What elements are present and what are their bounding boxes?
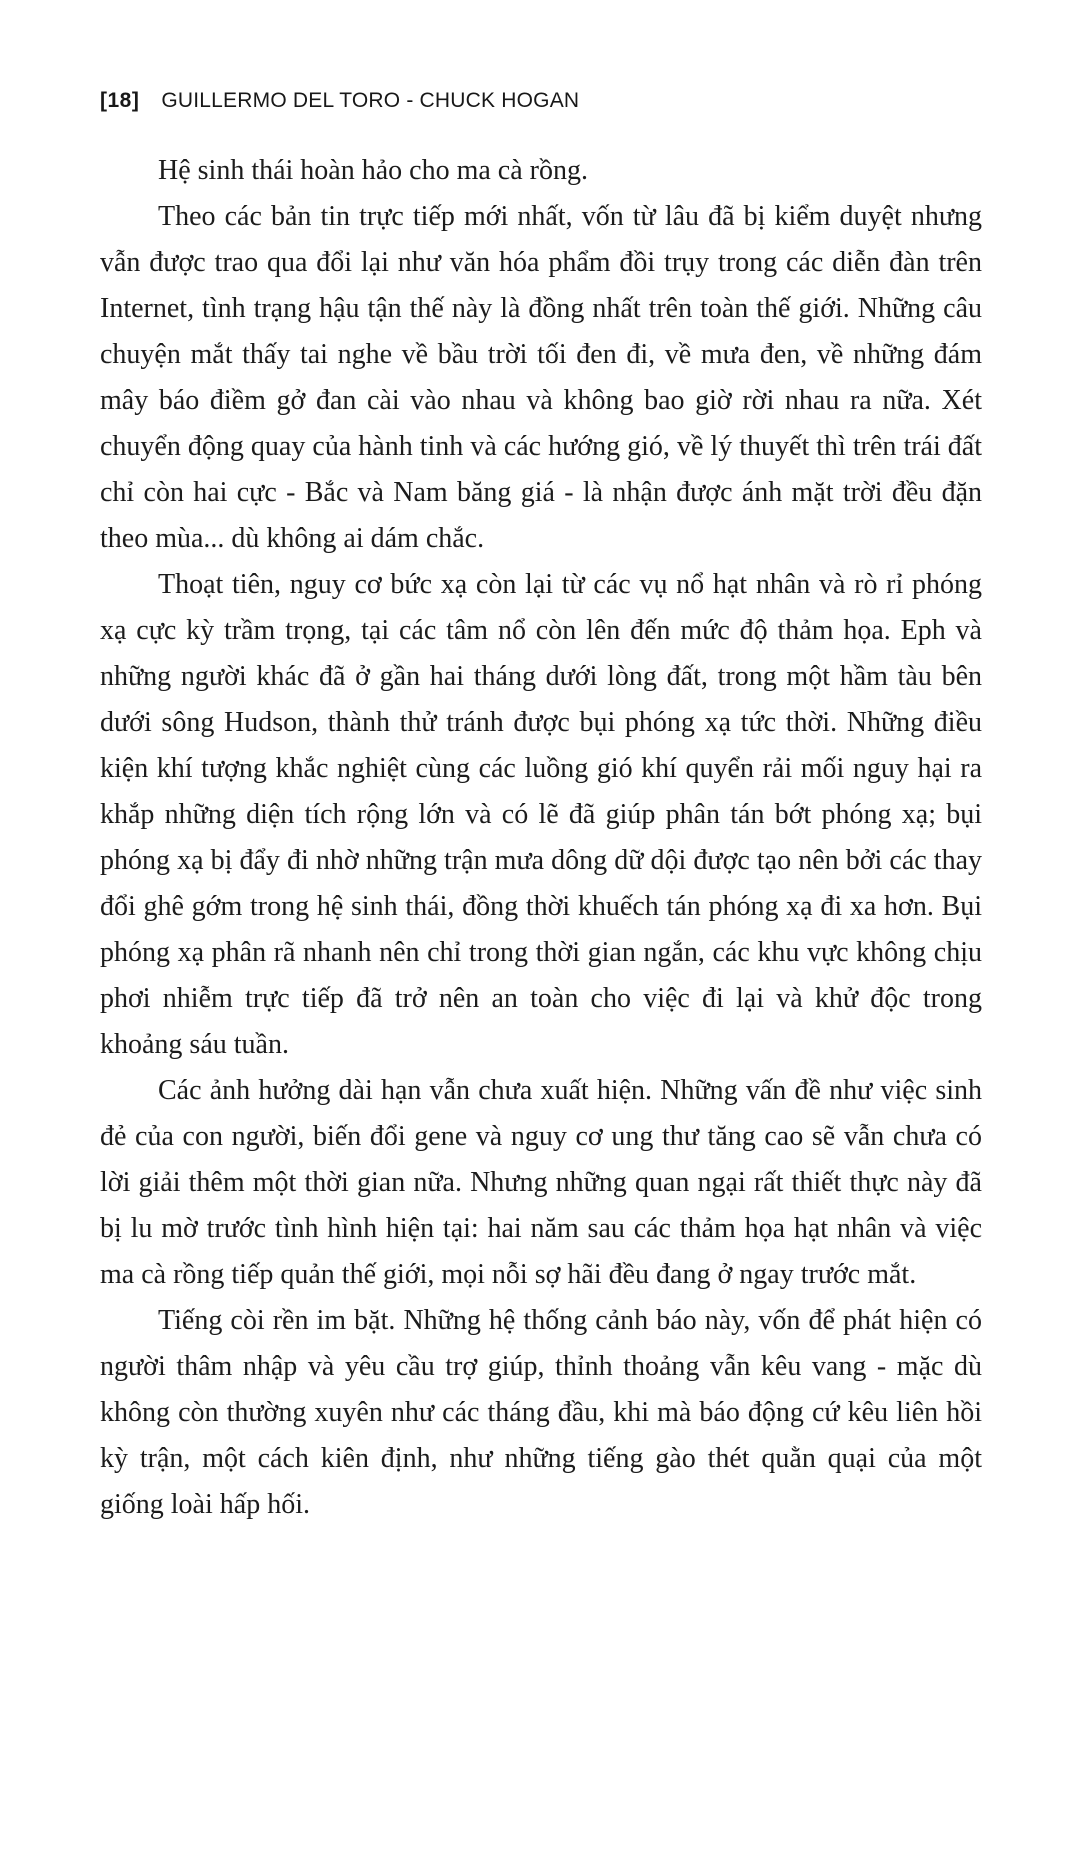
body-text [100, 148, 982, 1528]
body-paragraph: Tiếng còi rền im bặt. Những hệ thống cảnh báo này, vốn để phát hiện có người thâm nhập và yêu cầu trợ giúp, thỉnh thoảng vẫn kêu vang - mặc dù không còn thường xuyên như các tháng đầu, khi mà báo động cứ kêu liên hồi kỳ trận, một cách kiên định, như những tiếng gào thét quằn quại của một giống loài hấp hối. [100, 1305, 982, 1520]
running-head-authors: GUILLERMO DEL TORO - CHUCK HOGAN [161, 89, 580, 112]
running-header [100, 88, 980, 114]
body-paragraph: Theo các bản tin trực tiếp mới nhất, vốn từ lâu đã bị kiểm duyệt nhưng vẫn được trao qua đổi lại như văn hóa phẩm đồi trụy trong các diễn đàn trên Internet, tình trạng hậu tận thế này là đồng nhất trên toàn thế giới. Những câu chuyện mắt thấy tai nghe về bầu trời tối đen đi, về mưa đen, về những đám mây báo điềm gở đan cài vào nhau và không bao giờ rời nhau ra nữa. Xét chuyển động quay của hành tinh và các hướng gió, về lý thuyết thì trên trái đất chỉ còn hai cực - Bắc và Nam băng giá - là nhận được ánh mặt trời đều đặn theo mùa... dù không ai dám chắc. [100, 201, 982, 554]
body-paragraph: Thoạt tiên, nguy cơ bức xạ còn lại từ các vụ nổ hạt nhân và rò rỉ phóng xạ cực kỳ trầm trọng, tại các tâm nổ còn lên đến mức độ thảm họa. Eph và những người khác đã ở gần hai tháng dưới lòng đất, trong một hầm tàu bên dưới sông Hudson, thành thử tránh được bụi phóng xạ tức thời. Những điều kiện khí tượng khắc nghiệt cùng các luồng gió khí quyển rải mối nguy hại ra khắp những diện tích rộng lớn và có lẽ đã giúp phân tán bớt phóng xạ; bụi phóng xạ bị đẩy đi nhờ những trận mưa dông dữ dội được tạo nên bởi các thay đổi ghê gớm trong hệ sinh thái, đồng thời khuếch tán phóng xạ đi xa hơn. Bụi phóng xạ phân rã nhanh nên chỉ trong thời gian ngắn, các khu vực không chịu phơi nhiễm trực tiếp đã trở nên an toàn cho việc đi lại và khử độc trong khoảng sáu tuần. [100, 569, 982, 1060]
page-number: [18] [100, 89, 140, 112]
body-paragraph: Hệ sinh thái hoàn hảo cho ma cà rồng. [158, 155, 588, 186]
body-paragraph: Các ảnh hưởng dài hạn vẫn chưa xuất hiện. Những vấn đề như việc sinh đẻ của con người, biến đổi gene và nguy cơ ung thư tăng cao sẽ vẫn chưa có lời giải thêm một thời gian nữa. Nhưng những quan ngại rất thiết thực này đã bị lu mờ trước tình hình hiện tại: hai năm sau các thảm họa hạt nhân và việc ma cà rồng tiếp quản thế giới, mọi nỗi sợ hãi đều đang ở ngay trước mắt. [100, 1075, 982, 1290]
